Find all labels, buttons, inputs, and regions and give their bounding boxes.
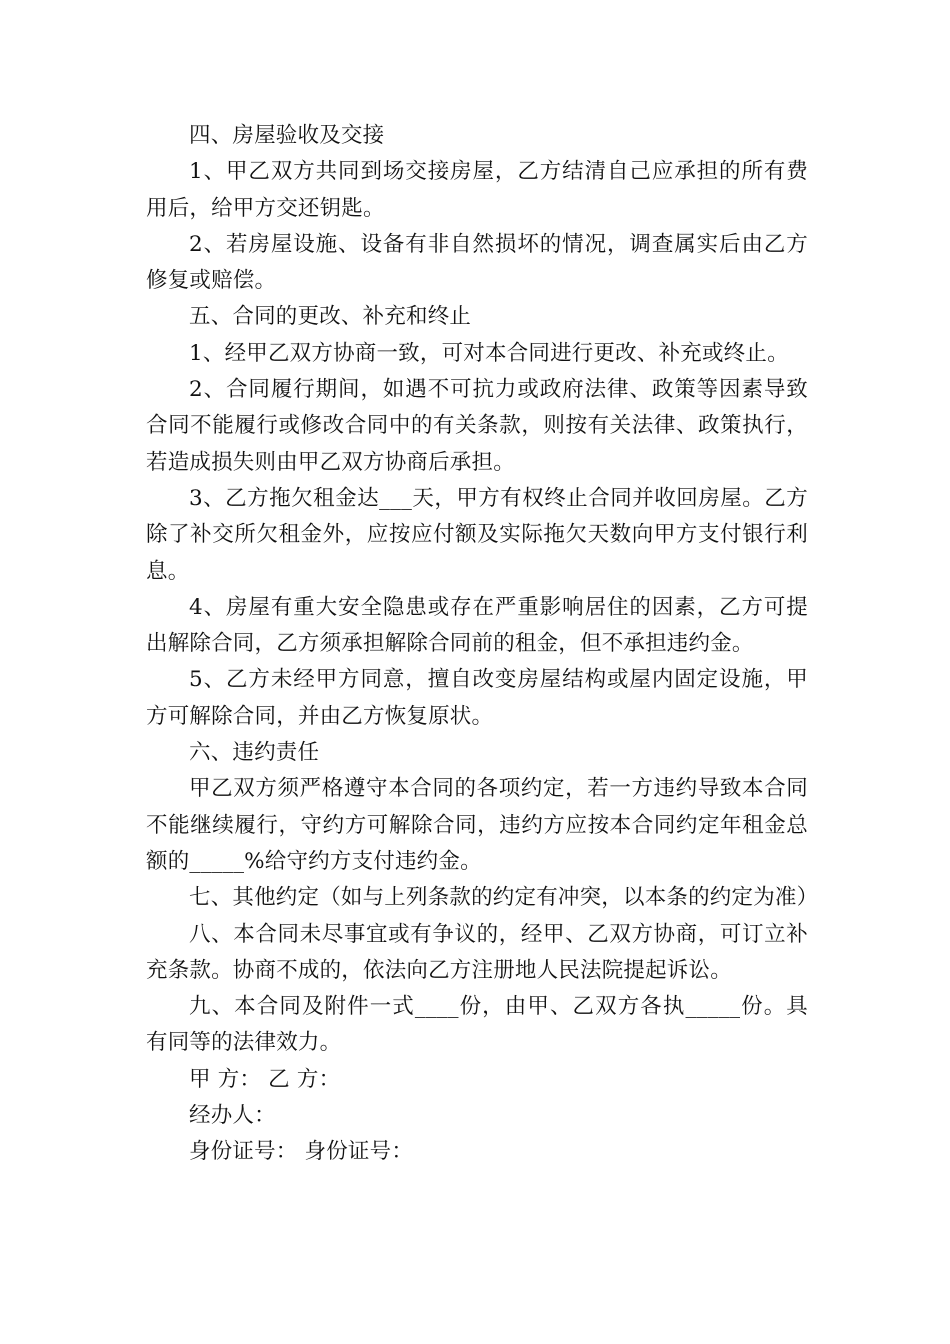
- clause-5-2: 2、合同履行期间，如遇不可抗力或政府法律、政策等因素导致合同不能履行或修改合同中的有关条款，则按有关法律、政策执行，若造成损失则由甲乙双方协商后承担。: [146, 377, 808, 475]
- section-dispute-resolution: 八、本合同未尽事宜或有争议的，经甲、乙双方协商，可订立补充条款。协商不成的，依法向乙方注册地人民法院提起诉讼。: [146, 921, 808, 983]
- signature-id-numbers: 身份证号： 身份证号：: [189, 1139, 414, 1165]
- section-heading-liability: 六、违约责任: [189, 740, 320, 766]
- clause-5-4: 4、房屋有重大安全隐患或存在严重影响居住的因素，乙方可提出解除合同，乙方须承担解除合同前的租金，但不承担违约金。: [146, 594, 808, 657]
- clause-4-1: 1、甲乙双方共同到场交接房屋，乙方结清自己应承担的所有费用后，给甲方交还钥匙。: [146, 159, 808, 221]
- signature-agent: 经办人：: [189, 1103, 276, 1129]
- clause-5-1: 1、经甲乙双方协商一致，可对本合同进行更改、补充或终止。: [189, 340, 789, 366]
- section-heading-amendment-termination: 五、合同的更改、补充和终止: [189, 304, 472, 330]
- section-heading-inspection-handover: 四、房屋验收及交接: [189, 123, 385, 148]
- clause-liability: 甲乙双方须严格遵守本合同的各项约定，若一方违约导致本合同不能继续履行，守约方可解除合同，违约方应按本合同约定年租金总额的_____%给守约方支付违约金。: [146, 776, 808, 874]
- clause-4-2: 2、若房屋设施、设备有非自然损坏的情况，调查属实后由乙方修复或赔偿。: [146, 231, 808, 294]
- clause-5-3: 3、乙方拖欠租金达___天，甲方有权终止合同并收回房屋。乙方除了补交所欠租金外，应按应付额及实际拖欠天数向甲方支付银行利息。: [146, 485, 808, 584]
- clause-5-5: 5、乙方未经甲方同意，擅自改变房屋结构或屋内固定设施，甲方可解除合同，并由乙方恢复原状。: [146, 667, 808, 729]
- section-copies: 九、本合同及附件一式____份，由甲、乙双方各执_____份。具有同等的法律效力。: [146, 994, 808, 1056]
- contract-body: [146, 118, 819, 1171]
- signature-parties: 甲 方： 乙 方：: [189, 1066, 341, 1092]
- section-heading-other-terms: 七、其他约定（如与上列条款的约定有冲突，以本条的约定为准）: [189, 885, 819, 911]
